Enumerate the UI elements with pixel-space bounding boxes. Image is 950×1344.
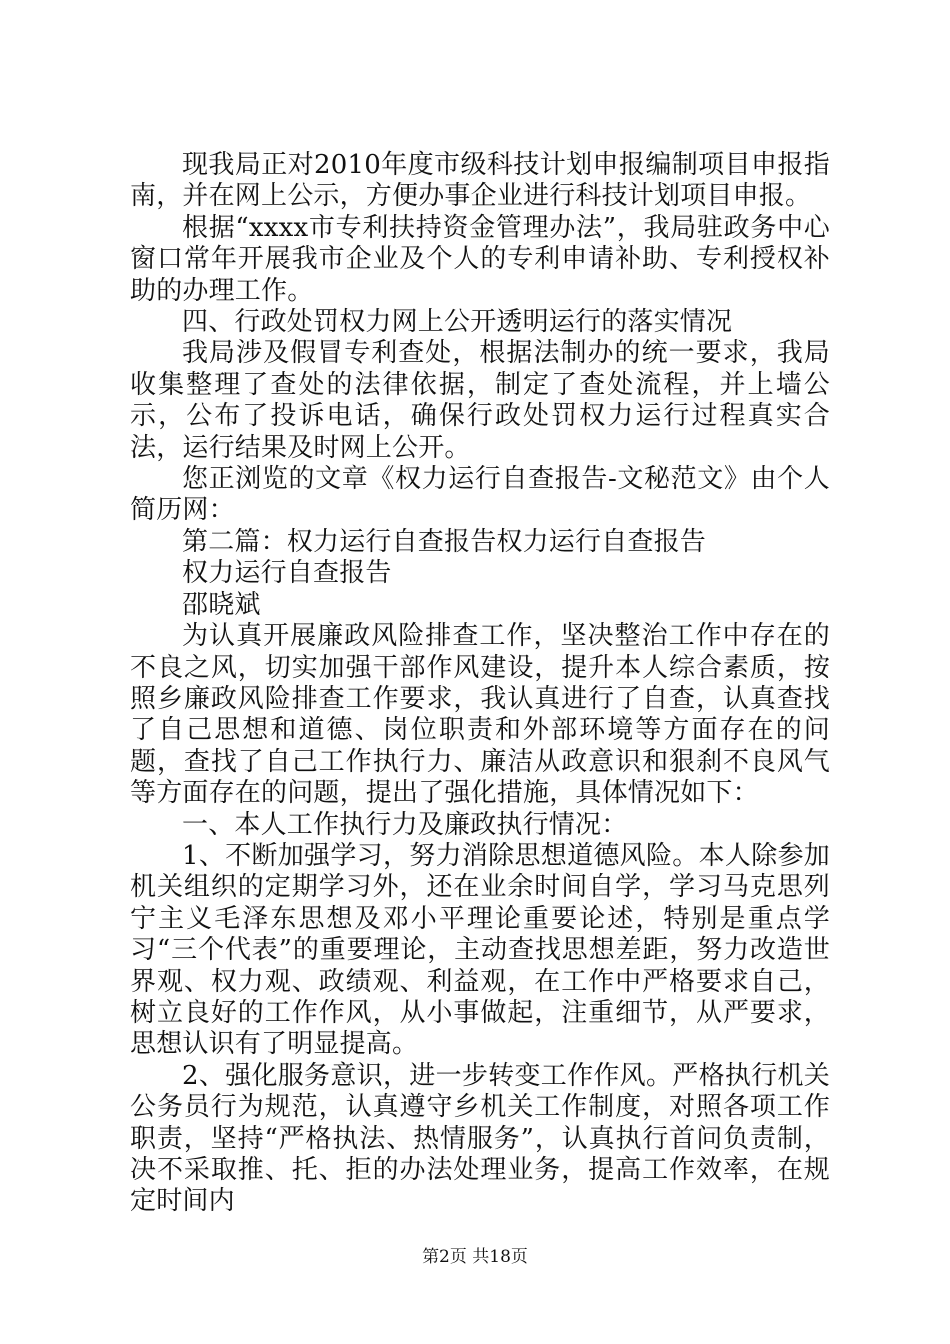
document-body xyxy=(130,150,830,1218)
paragraph: 2、强化服务意识，进一步转变工作作风。严格执行机关公务员行为规范，认真遵守乡机关工作制度，对照各项工作职责，坚持“严格执法、热情服务”，认真执行首问负责制，决不采取推、托、拒的办法处理业务，提高工作效率，在规定时间内 xyxy=(130,1060,830,1217)
paragraph: 根据“xxxx市专利扶持资金管理办法”，我局驻政务中心窗口常年开展我市企业及个人的专利申请补助、专利授权补助的办理工作。 xyxy=(130,212,830,306)
section-heading: 一、本人工作执行力及廉政执行情况： xyxy=(182,809,628,840)
page-number-footer: 第2页 共18页 xyxy=(422,1247,528,1267)
paragraph: 您正浏览的文章《权力运行自查报告-文秘范文》由个人简历网： xyxy=(130,464,830,526)
paragraph: 1、不断加强学习，努力消除思想道德风险。本人除参加机关组织的定期学习外，还在业余时间自学，学习马克思列宁主义毛泽东思想及邓小平理论重要论述，特别是重点学习“三个代表”的重要理论，主动查找思想差距，努力改造世界观、权力观、政绩观、利益观，在工作中严格要求自己，树立良好的工作作风，从小事做起，注重细节，从严要求，思想认识有了明显提高。 xyxy=(130,840,830,1060)
author-name: 邵晓斌 xyxy=(182,589,261,620)
paragraph: 我局涉及假冒专利查处，根据法制办的统一要求，我局收集整理了查处的法律依据，制定了查处流程，并上墙公示，公布了投诉电话，确保行政处罚权力运行过程真实合法，运行结果及时网上公开。 xyxy=(130,338,830,463)
paragraph: 现我局正对2010年度市级科技计划申报编制项目申报指南，并在网上公示，方便办事企业进行科技计划项目申报。 xyxy=(130,150,830,212)
section-heading: 四、行政处罚权力网上公开透明运行的落实情况 xyxy=(182,307,733,338)
paragraph: 为认真开展廉政风险排查工作，坚决整治工作中存在的不良之风，切实加强干部作风建设，提升本人综合素质，按照乡廉政风险排查工作要求，我认真进行了自查，认真查找了自己思想和道德、岗位职责和外部环境等方面存在的问题，查找了自己工作执行力、廉洁从政意识和狠刹不良风气等方面存在的问题，提出了强化措施，具体情况如下： xyxy=(130,621,830,809)
chapter-heading: 第二篇：权力运行自查报告权力运行自查报告 xyxy=(182,526,707,557)
report-title: 权力运行自查报告 xyxy=(182,558,392,589)
